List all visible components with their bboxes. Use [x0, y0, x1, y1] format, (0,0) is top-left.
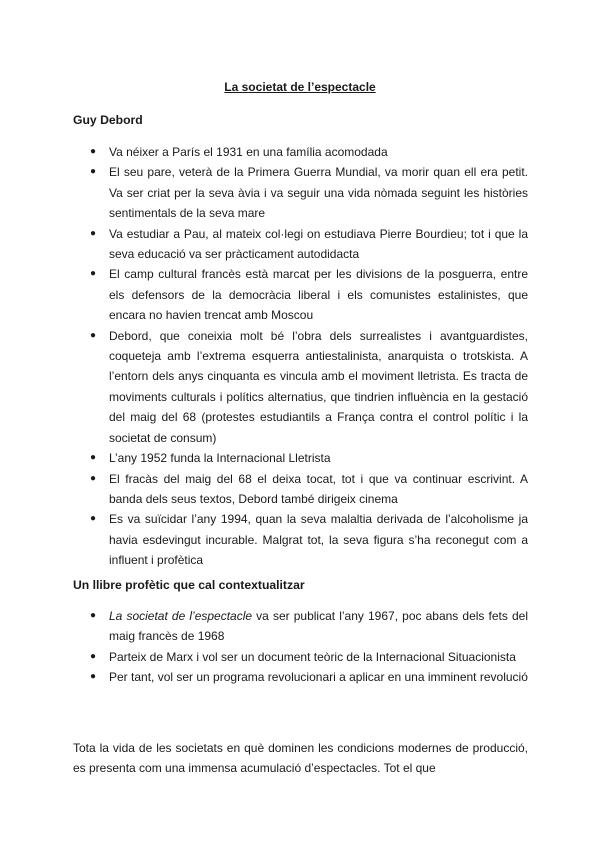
bullet-icon: ●	[90, 227, 97, 239]
biography-list	[73, 142, 528, 571]
list-item: ● Parteix de Marx i vol ser un document teòric de la Internacional Situacionista	[73, 647, 528, 667]
list-item: ● Per tant, vol ser un programa revolucionari a aplicar en una imminent revolució	[73, 667, 528, 687]
section-heading-llibre-profetic: Un llibre profètic que cal contextualitzar	[73, 578, 305, 592]
list-item: ● La societat de l’espectacle va ser publicat l’any 1967, poc abans dels fets del maig francès de 1968	[73, 606, 528, 647]
list-item: ● El camp cultural francès està marcat per les divisions de la posguerra, entre els defensors de la democràcia liberal i els comunistes estalinistes, que encara no havien trencat amb Moscou	[73, 264, 528, 325]
book-context-list	[73, 606, 528, 688]
bullet-icon: ●	[90, 452, 97, 464]
list-item: ● Va estudiar a Pau, al mateix col·legi on estudiava Pierre Bourdieu; tot i que la seva educació va ser pràcticament autodidacta	[73, 224, 528, 265]
bullet-icon: ●	[90, 146, 97, 157]
bullet-icon: ●	[90, 268, 97, 280]
list-item: ● El fracàs del maig del 68 el deixa tocat, tot i que va continuar escrivint. A banda dels seus textos, Debord també dirigeix cinema	[73, 469, 528, 510]
list-item: ● Debord, que coneixia molt bé l’obra dels surrealistes i avantguardistes, coqueteja amb l’extrema esquerra antiestalinista, anarquista o trotskista. A l’entorn dels anys cinquanta es vincula amb el moviment lletrista. Es tracta de moviments culturals i polítics alternatius, que tindrien influència en la gestació del maig del 68 (protestes estudiantils a França contra el control polític i la societat de consum)	[73, 326, 528, 448]
list-item: ● L’any 1952 funda la Internacional Lletrista	[73, 448, 528, 468]
bullet-icon: ●	[90, 472, 97, 484]
bullet-icon: ●	[90, 671, 97, 683]
section-heading-guy-debord: Guy Debord	[73, 113, 143, 127]
bullet-icon: ●	[90, 650, 97, 662]
bullet-icon: ●	[90, 513, 97, 525]
document-title: La societat de l’espectacle	[224, 80, 376, 94]
book-title: La societat de l’espectacle	[109, 609, 253, 623]
bullet-icon: ●	[90, 610, 97, 621]
list-item: ● El seu pare, veterà de la Primera Guerra Mundial, va morir quan ell era petit. Va ser criat per la seva àvia i va seguir una vida nòmada seguint les històries sentimentals de la seva mare	[73, 162, 528, 223]
list-item: ● Va néixer a París el 1931 en una família acomodada	[73, 142, 528, 162]
bullet-icon: ●	[90, 166, 97, 178]
bullet-icon: ●	[90, 329, 97, 341]
quote-paragraph: Tota la vida de les societats en què dominen les condicions modernes de producció, es presenta com una immensa acumulació d’espectacles. Tot el que	[73, 741, 528, 776]
list-item: ● Es va suïcidar l’any 1994, quan la seva malaltia derivada de l’alcoholisme ja havia esdevingut incurable. Malgrat tot, la seva figura s’ha reconegut com a influent i profètica	[73, 509, 528, 570]
